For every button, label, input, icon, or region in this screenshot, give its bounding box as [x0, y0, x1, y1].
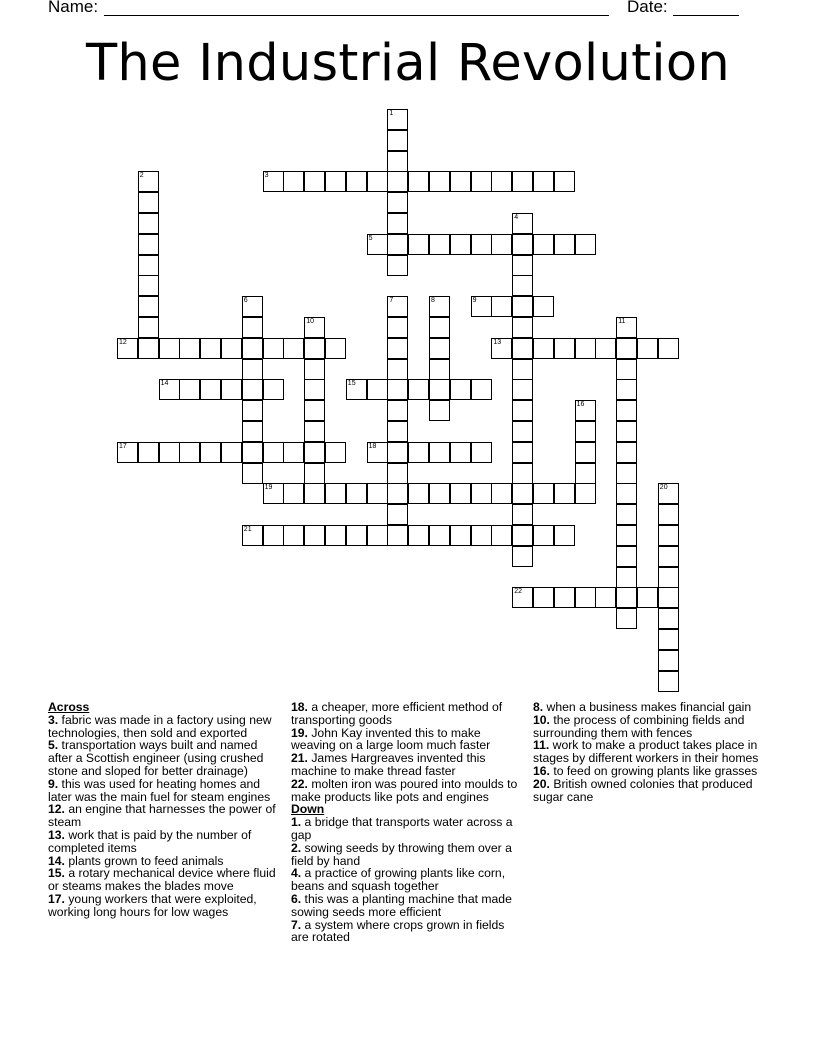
grid-cell[interactable] [304, 442, 325, 463]
grid-cell[interactable] [138, 317, 159, 338]
grid-cell[interactable] [138, 255, 159, 276]
grid-cell[interactable] [616, 504, 637, 525]
grid-cell[interactable] [325, 338, 346, 359]
clue-text: a system where crops grown in fields are rotated [291, 917, 505, 945]
grid-cell[interactable] [658, 608, 679, 629]
grid-cell[interactable] [408, 442, 429, 463]
grid-cell[interactable] [325, 483, 346, 504]
clue-item [48, 739, 284, 777]
grid-cell[interactable] [616, 359, 637, 380]
grid-cell[interactable] [408, 171, 429, 192]
grid-cell[interactable] [138, 338, 159, 359]
clue-number: 19 [264, 484, 273, 492]
clue-item [48, 829, 284, 855]
grid-cell[interactable] [283, 442, 304, 463]
grid-cell[interactable] [512, 317, 533, 338]
clue-number: 20. [533, 776, 550, 791]
clue-item [291, 842, 519, 868]
clue-item [291, 816, 519, 842]
grid-cell[interactable] [263, 379, 284, 400]
grid-cell[interactable] [138, 442, 159, 463]
grid-cell[interactable] [533, 525, 554, 546]
grid-cell[interactable] [491, 234, 512, 255]
grid-cell[interactable] [429, 442, 450, 463]
clue-text: to feed on growing plants like grasses [549, 763, 758, 778]
clue-text: molten iron was poured into moulds to make products like pots and engines [291, 776, 518, 804]
page-title: The Industrial Revolution [85, 34, 731, 93]
grid-cell[interactable] [408, 483, 429, 504]
grid-cell[interactable] [367, 483, 388, 504]
grid-cell[interactable] [533, 483, 554, 504]
grid-cell[interactable] [138, 192, 159, 213]
grid-cell[interactable] [138, 171, 159, 192]
grid-cell[interactable] [491, 483, 512, 504]
grid-cell[interactable] [533, 171, 554, 192]
grid-cell[interactable] [159, 379, 180, 400]
grid-cell[interactable] [138, 296, 159, 317]
clue-number: 1. [291, 815, 302, 830]
grid-cell[interactable] [450, 483, 471, 504]
grid-cell[interactable] [304, 171, 325, 192]
grid-cell[interactable] [138, 275, 159, 296]
grid-cell[interactable] [512, 442, 533, 463]
clue-number: 22. [291, 776, 308, 791]
clue-text: the process of combining fields and surrounding them with fences [533, 712, 745, 740]
grid-cell[interactable] [325, 525, 346, 546]
grid-cell[interactable] [387, 483, 408, 504]
clue-number: 2 [139, 172, 144, 180]
grid-cell[interactable] [200, 338, 221, 359]
clue-number: 16. [533, 763, 550, 778]
grid-cell[interactable] [408, 234, 429, 255]
clue-number: 3. [48, 712, 59, 727]
grid-cell[interactable] [616, 483, 637, 504]
grid-cell[interactable] [429, 525, 450, 546]
name-label: Name: [48, 0, 99, 16]
grid-cell[interactable] [304, 317, 325, 338]
clue-number: 15. [48, 866, 65, 881]
grid-cell[interactable] [595, 338, 616, 359]
clue-item [291, 919, 519, 945]
grid-cell[interactable] [471, 379, 492, 400]
grid-cell[interactable] [512, 379, 533, 400]
clue-text: James Hargreaves invented this machine to make thread faster [291, 751, 486, 778]
grid-cell[interactable] [304, 421, 325, 442]
grid-cell[interactable] [242, 442, 263, 463]
grid-cell[interactable] [658, 629, 679, 650]
clue-number: 17 [119, 442, 127, 450]
clue-number: 18 [368, 442, 377, 450]
grid-cell[interactable] [616, 567, 637, 588]
clue-item [291, 893, 519, 919]
grid-cell[interactable] [263, 483, 284, 504]
clue-text: plants grown to feed animals [64, 853, 224, 868]
grid-cell[interactable] [471, 234, 492, 255]
date-label: Date: [627, 0, 668, 16]
grid-cell[interactable] [658, 338, 679, 359]
grid-cell[interactable] [512, 463, 533, 484]
grid-cell[interactable] [346, 379, 367, 400]
grid-cell[interactable] [367, 442, 388, 463]
grid-cell[interactable] [595, 587, 616, 608]
grid-cell[interactable] [429, 171, 450, 192]
clue-number: 7 [389, 297, 394, 305]
grid-cell[interactable] [387, 255, 408, 276]
clue-text: an engine that harnesses the power of steam [48, 802, 276, 830]
grid-cell[interactable] [221, 338, 242, 359]
clue-number: 9. [48, 776, 59, 791]
grid-cell[interactable] [408, 525, 429, 546]
grid-cell[interactable] [554, 525, 575, 546]
grid-cell[interactable] [367, 525, 388, 546]
grid-cell[interactable] [450, 379, 471, 400]
grid-cell[interactable] [387, 151, 408, 172]
clue-text: British owned colonies that produced sugar cane [533, 776, 753, 804]
grid-cell[interactable] [325, 442, 346, 463]
grid-cell[interactable] [658, 525, 679, 546]
clue-item [533, 778, 773, 804]
down-clue-list-continued [533, 701, 773, 803]
grid-cell[interactable] [616, 525, 637, 546]
clue-number: 18. [291, 700, 308, 714]
grid-cell[interactable] [554, 338, 575, 359]
down-clue-list [291, 816, 519, 944]
clue-text: John Kay invented this to make weaving on a large loom much faster [291, 725, 491, 753]
clues-column-3 [533, 701, 773, 803]
grid-cell[interactable] [242, 296, 263, 317]
grid-cell[interactable] [658, 587, 679, 608]
grid-cell[interactable] [387, 359, 408, 380]
clue-number: 4. [291, 866, 302, 881]
clue-number: 13 [493, 338, 502, 346]
grid-cell[interactable] [408, 379, 429, 400]
clue-item [291, 727, 519, 753]
grid-cell[interactable] [658, 504, 679, 525]
clue-number: 6. [291, 891, 302, 906]
clue-number: 22 [514, 588, 522, 596]
grid-cell[interactable] [387, 421, 408, 442]
grid-cell[interactable] [263, 338, 284, 359]
grid-cell[interactable] [471, 296, 492, 317]
grid-cell[interactable] [325, 171, 346, 192]
clue-number: 11. [533, 738, 550, 753]
grid-cell[interactable] [491, 338, 512, 359]
grid-cell[interactable] [117, 338, 138, 359]
grid-cell[interactable] [533, 234, 554, 255]
grid-cell[interactable] [200, 379, 221, 400]
grid-cell[interactable] [387, 442, 408, 463]
grid-cell[interactable] [367, 379, 388, 400]
clue-number: 21. [291, 751, 308, 766]
grid-cell[interactable] [221, 442, 242, 463]
grid-cell[interactable] [283, 338, 304, 359]
grid-cell[interactable] [554, 234, 575, 255]
clue-item [291, 867, 519, 893]
clue-text: a bridge that transports water across a gap [291, 815, 513, 842]
grid-cell[interactable] [429, 400, 450, 421]
grid-cell[interactable] [387, 296, 408, 317]
clue-number: 4 [514, 214, 519, 221]
grid-cell[interactable] [616, 317, 637, 338]
clue-number: 1 [389, 110, 394, 117]
clue-number: 8. [533, 700, 544, 714]
clue-text: young workers that were exploited, working long hours for low wages [48, 891, 257, 919]
grid-cell[interactable] [658, 546, 679, 567]
across-clue-list [48, 714, 284, 919]
grid-cell[interactable] [554, 171, 575, 192]
clue-text: this was used for heating homes and later was the main fuel for steam engines [48, 776, 271, 804]
clue-item [48, 867, 284, 893]
grid-cell[interactable] [429, 379, 450, 400]
grid-cell[interactable] [200, 442, 221, 463]
clue-number: 16 [576, 401, 585, 409]
grid-cell[interactable] [512, 587, 533, 608]
grid-cell[interactable] [387, 171, 408, 192]
grid-cell[interactable] [242, 338, 263, 359]
clue-text: a cheaper, more efficient method of transporting goods [291, 700, 503, 727]
grid-cell[interactable] [159, 442, 180, 463]
clue-number: 10 [306, 318, 314, 325]
grid-cell[interactable] [658, 567, 679, 588]
clue-number: 5 [368, 234, 373, 242]
grid-cell[interactable] [242, 421, 263, 442]
clue-number: 8 [431, 297, 435, 305]
grid-cell[interactable] [533, 296, 554, 317]
clue-number: 9 [472, 297, 477, 305]
grid-cell[interactable] [242, 317, 263, 338]
clue-item [291, 752, 519, 778]
grid-cell[interactable] [512, 525, 533, 546]
grid-cell[interactable] [387, 379, 408, 400]
grid-cell[interactable] [512, 483, 533, 504]
grid-cell[interactable] [429, 338, 450, 359]
clue-number: 13. [48, 827, 65, 842]
clue-text: work that is paid by the number of completed items [48, 827, 252, 855]
grid-cell[interactable] [263, 525, 284, 546]
grid-cell[interactable] [283, 483, 304, 504]
grid-cell[interactable] [616, 587, 637, 608]
grid-cell[interactable] [512, 338, 533, 359]
grid-cell[interactable] [429, 296, 450, 317]
grid-cell[interactable] [387, 463, 408, 484]
grid-cell[interactable] [512, 359, 533, 380]
clues-column-2 [291, 701, 519, 944]
grid-cell[interactable] [387, 317, 408, 338]
clue-text: a practice of growing plants like corn, beans and squash together [291, 866, 506, 894]
grid-cell[interactable] [471, 483, 492, 504]
clue-item [291, 701, 519, 727]
grid-cell[interactable] [450, 442, 471, 463]
grid-cell[interactable] [491, 171, 512, 192]
clue-number: 12 [119, 338, 127, 346]
grid-cell[interactable] [512, 213, 533, 234]
grid-cell[interactable] [387, 192, 408, 213]
grid-cell[interactable] [221, 379, 242, 400]
grid-cell[interactable] [304, 359, 325, 380]
grid-cell[interactable] [367, 171, 388, 192]
grid-cell[interactable] [575, 421, 596, 442]
grid-cell[interactable] [159, 338, 180, 359]
clue-number: 17. [48, 891, 65, 906]
grid-cell[interactable] [658, 650, 679, 671]
grid-cell[interactable] [179, 338, 200, 359]
grid-cell[interactable] [616, 442, 637, 463]
grid-cell[interactable] [658, 671, 679, 692]
grid-cell[interactable] [304, 463, 325, 484]
grid-cell[interactable] [346, 483, 367, 504]
grid-cell[interactable] [283, 525, 304, 546]
clue-text: transportation ways built and named after a Scottish engineer (using crushed stone and sloped for better drainage) [48, 738, 264, 778]
grid-cell[interactable] [575, 338, 596, 359]
grid-cell[interactable] [575, 463, 596, 484]
grid-cell[interactable] [616, 400, 637, 421]
grid-cell[interactable] [387, 504, 408, 525]
grid-cell[interactable] [179, 379, 200, 400]
grid-cell[interactable] [512, 275, 533, 296]
grid-cell[interactable] [242, 463, 263, 484]
grid-cell[interactable] [450, 171, 471, 192]
grid-cell[interactable] [242, 379, 263, 400]
grid-cell[interactable] [179, 442, 200, 463]
clue-number: 20 [659, 484, 668, 492]
grid-cell[interactable] [554, 483, 575, 504]
grid-cell[interactable] [512, 296, 533, 317]
grid-cell[interactable] [575, 400, 596, 421]
grid-cell[interactable] [658, 483, 679, 504]
clue-number: 19. [291, 725, 308, 740]
grid-cell[interactable] [263, 171, 284, 192]
grid-cell[interactable] [138, 234, 159, 255]
clue-item [48, 714, 284, 740]
grid-cell[interactable] [346, 171, 367, 192]
grid-cell[interactable] [387, 130, 408, 151]
grid-cell[interactable] [429, 317, 450, 338]
grid-cell[interactable] [616, 463, 637, 484]
grid-cell[interactable] [616, 421, 637, 442]
clue-number: 21 [243, 526, 252, 533]
grid-cell[interactable] [533, 587, 554, 608]
grid-cell[interactable] [283, 171, 304, 192]
clue-text: when a business makes financial gain [543, 700, 752, 714]
clue-item [48, 893, 284, 919]
grid-cell[interactable] [491, 296, 512, 317]
down-heading: Down [291, 802, 325, 817]
clue-text: sowing seeds by throwing them over a field by hand [291, 840, 512, 868]
clue-number: 3 [264, 172, 269, 180]
grid-cell[interactable] [575, 587, 596, 608]
grid-cell[interactable] [471, 442, 492, 463]
clue-number: 7. [291, 917, 302, 932]
grid-cell[interactable] [304, 525, 325, 546]
grid-cell[interactable] [637, 587, 658, 608]
clue-number: 14. [48, 853, 65, 868]
clue-number: 5. [48, 738, 59, 753]
across-clue-list-continued [291, 701, 519, 803]
clue-number: 10. [533, 712, 550, 727]
grid-cell[interactable] [367, 234, 388, 255]
clue-text: a rotary mechanical device where fluid or steams makes the blades move [48, 866, 276, 894]
grid-cell[interactable] [637, 338, 658, 359]
grid-cell[interactable] [304, 379, 325, 400]
grid-cell[interactable] [575, 442, 596, 463]
clue-item [533, 714, 773, 740]
grid-cell[interactable] [554, 587, 575, 608]
grid-cell[interactable] [387, 213, 408, 234]
clues-column-1 [48, 701, 284, 919]
grid-cell[interactable] [450, 234, 471, 255]
grid-cell[interactable] [512, 234, 533, 255]
grid-cell[interactable] [387, 525, 408, 546]
clue-item [48, 803, 284, 829]
grid-cell[interactable] [387, 400, 408, 421]
grid-cell[interactable] [429, 234, 450, 255]
clue-item [48, 778, 284, 804]
clue-number: 14 [160, 380, 169, 388]
grid-cell[interactable] [304, 483, 325, 504]
grid-cell[interactable] [533, 338, 554, 359]
clue-number: 15 [347, 380, 356, 388]
grid-cell[interactable] [616, 338, 637, 359]
clue-number: 12. [48, 802, 65, 817]
grid-cell[interactable] [429, 483, 450, 504]
grid-cell[interactable] [616, 379, 637, 400]
across-heading: Across [48, 700, 90, 714]
grid-cell[interactable] [450, 525, 471, 546]
grid-cell[interactable] [471, 171, 492, 192]
grid-cell[interactable] [429, 359, 450, 380]
grid-cell[interactable] [304, 338, 325, 359]
grid-cell[interactable] [304, 400, 325, 421]
grid-cell[interactable] [512, 255, 533, 276]
grid-cell[interactable] [242, 525, 263, 546]
clue-number: 2. [291, 840, 302, 855]
clue-text: this was a planting machine that made sowing seeds more efficient [291, 891, 512, 919]
grid-cell[interactable] [387, 234, 408, 255]
grid-cell[interactable] [387, 109, 408, 130]
grid-cell[interactable] [263, 442, 284, 463]
grid-cell[interactable] [138, 213, 159, 234]
clue-number: 11 [618, 318, 626, 325]
clue-number: 6 [243, 297, 248, 305]
grid-cell[interactable] [471, 525, 492, 546]
grid-cell[interactable] [575, 234, 596, 255]
grid-cell[interactable] [387, 338, 408, 359]
grid-cell[interactable] [575, 483, 596, 504]
grid-cell[interactable] [242, 400, 263, 421]
clue-item [291, 778, 519, 804]
grid-cell[interactable] [512, 504, 533, 525]
grid-cell[interactable] [512, 171, 533, 192]
grid-cell[interactable] [491, 525, 512, 546]
grid-cell[interactable] [616, 546, 637, 567]
grid-cell[interactable] [512, 546, 533, 567]
grid-cell[interactable] [512, 400, 533, 421]
grid-cell[interactable] [616, 608, 637, 629]
grid-cell[interactable] [117, 442, 138, 463]
grid-cell[interactable] [346, 525, 367, 546]
clue-text: fabric was made in a factory using new technologies, then sold and exported [48, 712, 272, 740]
grid-cell[interactable] [242, 359, 263, 380]
clue-text: work to make a product takes place in stages by different workers in their homes [533, 738, 759, 766]
grid-cell[interactable] [512, 421, 533, 442]
clue-item [533, 739, 773, 765]
